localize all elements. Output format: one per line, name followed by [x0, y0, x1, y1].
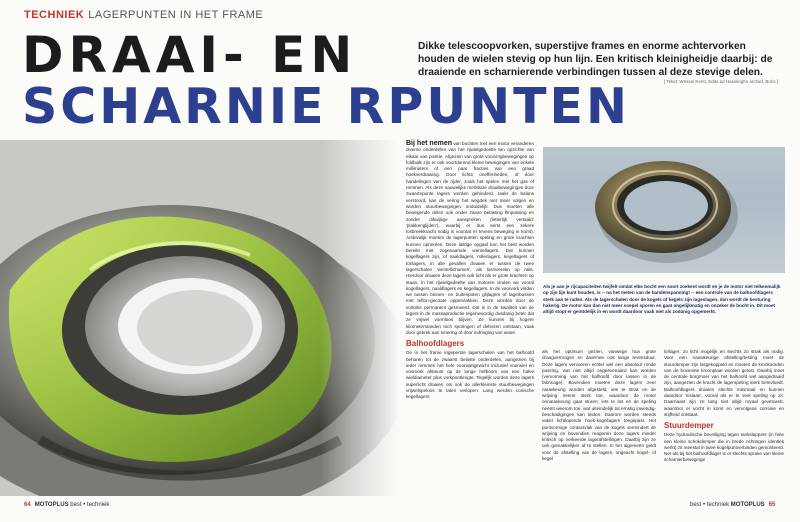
- bearing-ring-illustration: [543, 147, 785, 273]
- photo-credit: [ Tekst: Wessel Kerst, Edits ad Haselinghs archief, Boris ]: [664, 79, 779, 84]
- body-column-1: [406, 141, 534, 403]
- photo-caption: Als je aan je rijcapaciteiten twijfelt omdat elke bocht een soort zoekent wordt en je de motor niet telkenmalijk op zijn lijn kunt houden, is -- na het meten van de bandenspanning! -- een controle van de balhoofdlagers sterk aan te raden. Als de lagerschalen door de kogels of kegels zijn ingeslagen, dan wordt de besturing hakerig. De motor kan dan niet meer soepel sporen en gaat ongelijkmatig en onzeker de bocht in. Dit moet altijd stopt er geintdelijk in en wordt daardoor vaak niet als zodanig opgemerkt.: [543, 284, 781, 315]
- headline-line-1: DRAAI- EN: [22, 26, 358, 84]
- headline-line-2: SCHARNIE RPUNTEN: [22, 78, 631, 135]
- footer-left-tail: best • techniek: [70, 502, 110, 508]
- footer-right: [690, 502, 775, 508]
- column-3-text-2: Deze hydraulische beveiliging tegen tankslappers (in feite een kleine schokdemper die in brede richtingen identiek werkt) zit meestal in twee kogelpuntverbinden gemonteerd. Net als bij het balhoofdlager is er slechts sprake van kleine scharnierbeweginge: [664, 432, 785, 463]
- bearing-illustration: [0, 140, 400, 496]
- page-number-left: 64: [24, 502, 31, 508]
- body-column-2: [542, 349, 656, 464]
- column-1-text: van bochten met een motor veranderen diverse onderdelen van het rijwielgedeelte ten opzichte van elkaar van positie. Afgezien van grote voorvingbewegingen op foldbalk zijn er ook voortdurend kleine bewegingen van enkele millimeters of een paar fracties van een graad hoekverdraaiing. Door lichte oneffenheden, of door handelingen van de rijder, zoals het spelen met het gas of remmen. Als deze nauwelijks merkbare draaibewegingen door zwaartepunte lagers worden gehinderd, raakt de balans verstoord, kan de vering het wegdek niet meer volgen en worden stuurbewegingen onduidelijk. Dus moeten alle bewegende delen ook onder zware belasting flinpassing en zonder dikwijlige aanspreken (letterlijk vertaald: 'plakkenglijden'), waarbij er dus eerst een zekere losbreekkracht nodig is voordat er tevens beweging in komt). Ambivalijk moeten de lagerpunten speling en grote krachten kunnen opnemen. Deze lastige opgaaf kan het best worden bereikt met zogenaamde wentellagers. Dat kunnen kogellagers zijn, of naaldlagers, rollerlagers, kegellagers of tonlagers, in alle gevallen draaien er tussen de twee lagerschalen 'wentellichamen', als losrivierekn op rails. Hierdoor draaien deze lagers ook licht als er grote krachten op staan, in het rijwielgedeelte van motoren vinden we vooral kogellagers, naaldlagers en kegellagers. In de voorvork vinden we tussen binnen- en buitenpoten glijlagers of lagerbussen met teflon-gecoate oppervlakken. Deze worden door de vorkolie permanent gesmeerd. Dat is in de kwaliteit van de lagers in de massaproductie tegenwoordig dusdanig beter dat ze vrijwel vormloos blijven. Ze kunnen bij hogere kilometerstanden toch sporingen of defecten ontstaan, vaak door gebrek aan smering of door indringing van water.: [406, 141, 534, 335]
- intro-paragraph: Dikke telescoopvorken, superstijve frames en enorme achtervorken houden de wielen stevig op hun lijn. Een kritisch kleinigheidje daarbij: de draaiende en scharnierende verbindingen tussen al deze stevige delen.: [418, 41, 773, 78]
- lead-in: Bij het nemen: [406, 140, 452, 147]
- brand-right: MOTOPLUS: [730, 502, 765, 508]
- subhead-stuurdemper: Stuurdemper: [664, 421, 714, 431]
- subhead-balhoofdlagers: Balhoofdlagers: [406, 339, 465, 349]
- column-2-text: als het optimum gezien, vanwege hun grote draagvermogen en daarmee ook lange levensduur. Deze lagers vervoeren echter wel een absoluut ronde passing, wat niet altijd ongeëvenaard kan worden (vervorming van het balhoofd door lassen in de fabricage). Bovendien moeten deze lagers zeer nauwkeurig worden afgesteld, iets te strak en de wrijving neemt sterk toe, waardoor de motor onnauwkeurig gaat sturen; iets te los en de speling neemt weerom toe, wat uiteindelijk tot ernstig inwendig-beschadigingen kan leiden. Daarom worden steeds vaker lichtlopende hoek-kogellagers toegepast. Het puntvormige contactvlak van de kogels vermindert de wrijving en bovendien reageren deze lagers minder kritisch op verkeerde lagerafstellingen. Daarbij zijn ze ook gemakkelijker af te stellen. In het algemeen geldt voor de afstelling van de lagers, ongeacht kogel- of kegel: [542, 349, 656, 462]
- column-1-text-2: De in het frame ingeperste lagerschalen van het balhoofd behoren tot de zwaarst belaste onderdelen, aangezien bij ieder remmen het hele voorwielgewicht inclusief voorwiel en voorvork afsteunt op de lange hefboom van een halve wieldiameter plus vorkpootlengte. Tegelijk worden deze lagers superlicht draaien om ook de allerkleinste stuurbewegingen vrijwelspeloos te laten verlopen. Lang werden conische kegellagers: [406, 350, 534, 400]
- footer-left: [24, 502, 109, 508]
- subsection-name: LAGERPUNTEN IN HET FRAME: [88, 9, 264, 21]
- page-number-right: 65: [768, 502, 776, 508]
- body-column-3: [664, 349, 784, 466]
- brand-left: MOTOPLUS: [34, 502, 69, 508]
- section-tag-bar: [0, 0, 420, 22]
- section-label: [24, 9, 263, 21]
- footer-right-head: best • techniek: [690, 502, 730, 508]
- column-3-text: lorlager: zo licht mogelijk en slechts zo strak als nodig. Voor een nauwkeurige afstelling/testing moet de stuurdemper zijn losgekoppeld en moeten de kronkoorden van de bovenste kroonplaat worden gelost. Daarbij moet de centrale borgmoer van het balhoofd wel aangedraaid zijn, aangezien de kracht de lagerspeling sterk beïnvloedt. Balhoofdlagers draaien slechts minimaal en kunnen daardoor 'inslaan', vooral als er te veel speling op zit. Daarnaast zijn ze lang niet altijd royaal gevetvarst, waardoor er vocht in komt en vervolgens corrosie en stijfheid ontstaat.: [664, 349, 784, 417]
- section-name: TECHNIEK: [24, 9, 85, 21]
- bearing-ring-photo: [543, 147, 785, 273]
- bearing-photo: [0, 140, 400, 496]
